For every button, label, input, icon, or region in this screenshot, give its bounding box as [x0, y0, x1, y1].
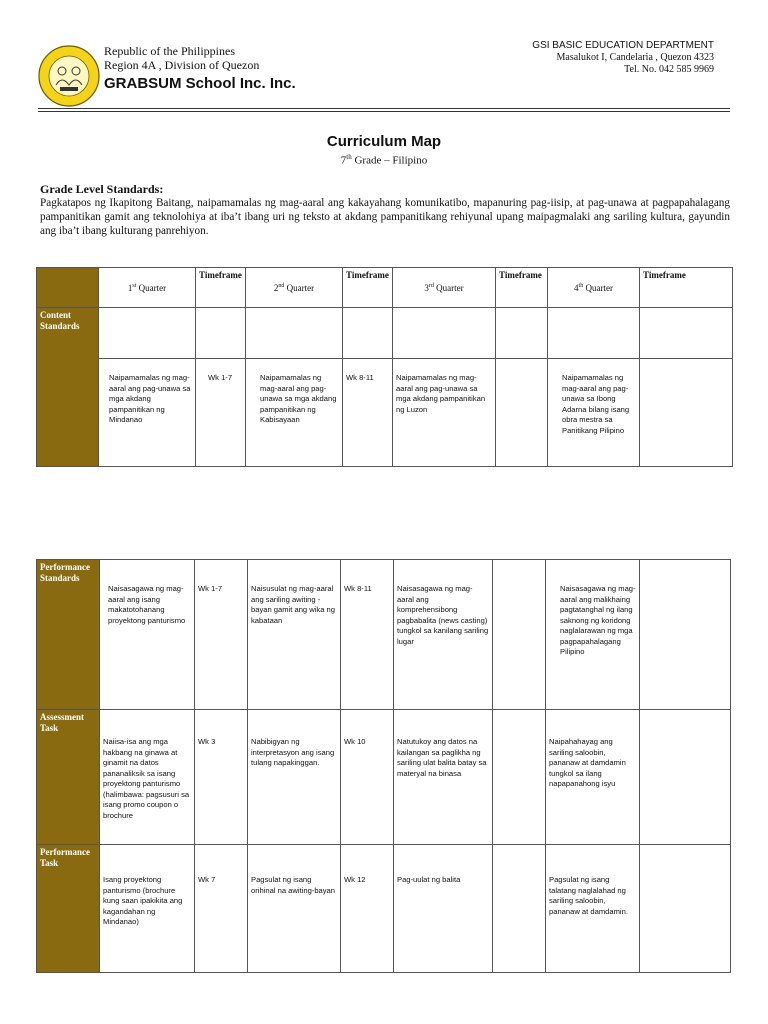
assessment-q3-cell: Natutukoy ang datos na kailangan sa paglikha ng sariling ulat balita batay sa materyal na binasa — [394, 710, 493, 845]
content-standards-blank-row — [37, 308, 733, 359]
header-q2: 2nd Quarter — [246, 268, 343, 308]
content-standards-label: Content Standards — [37, 308, 99, 467]
ptask-tf4-cell — [640, 845, 731, 973]
letterhead-right — [532, 40, 714, 76]
performance-task-label: Performance Task — [37, 845, 100, 973]
grade-level-standards-heading: Grade Level Standards: — [40, 182, 164, 196]
header-timeframe-1: Timeframe — [196, 268, 246, 308]
ptask-tf1-cell: Wk 7 — [195, 845, 248, 973]
header-q1: 1st Quarter — [99, 268, 196, 308]
table-header-row — [37, 268, 733, 308]
assessment-q1-cell: Naiisa-isa ang mga hakbang na ginawa at ginamit na datos pananaliksik sa isang proyektong panturismo (halimbawa: pagsusuri sa isang promo coupon o brochure — [100, 710, 195, 845]
performance-standards-row — [37, 560, 731, 710]
assessment-tf4-cell — [640, 710, 731, 845]
telephone-number: Tel. No. 042 585 9969 — [624, 64, 714, 75]
assessment-tf3-cell — [493, 710, 546, 845]
grade-subject: Grade – Filipino — [351, 154, 428, 167]
assessment-tf2-cell: Wk 10 — [341, 710, 394, 845]
grade-suffix: th — [346, 153, 352, 161]
school-seal-icon — [38, 45, 100, 107]
assessment-tf1-cell: Wk 3 — [195, 710, 248, 845]
content-tf2-cell: Wk 8-11 — [343, 359, 393, 467]
ptask-q1-cell: Isang proyektong panturismo (brochure kung saan ipakikita ang kagandahan ng Mindanao) — [100, 845, 195, 973]
performance-q4-cell: Naisasagawa ng mag-aaral ang malikhaing pagtatanghal ng ilang saknong ng koridong naglalarawan ng mga pagpapahalagang Pilipino — [546, 560, 640, 710]
region-line: Region 4A , Division of Quezon — [104, 58, 260, 72]
header-rule-thick — [38, 108, 730, 109]
ptask-q2-cell: Pagsulat ng isang orihinal na awiting-bayan — [248, 845, 341, 973]
ptask-q3-cell: Pag-uulat ng balita — [394, 845, 493, 973]
content-q2-cell: Naipamamalas ng mag-aaral ang pag-unawa sa mga akdang pampanitikan ng Kabisayaan — [246, 359, 343, 467]
performance-tf3-cell — [493, 560, 546, 710]
header-timeframe-4: Timeframe — [640, 268, 733, 308]
header-timeframe-3: Timeframe — [496, 268, 548, 308]
letterhead — [0, 0, 768, 120]
performance-task-row — [37, 845, 731, 973]
ptask-q4-cell: Pagsulat ng isang talatang naglalahad ng sariling saloobin, pananaw at damdamin. — [546, 845, 640, 973]
content-tf4-cell — [640, 359, 733, 467]
performance-q3-cell: Naisasagawa ng mag-aaral ang komprehensibong pagbabalita (news casting) tungkol sa kanilang sariling lugar — [394, 560, 493, 710]
header-corner-cell — [37, 268, 99, 308]
grade-level-standards-text: Pagkatapos ng Ikapitong Baitang, naipamamalas ng mag-aaral ang kakayahang komunikatibo, mapanuring pag-iisip, at pag-unawa at pagpapahalagang pampanitikan gamit ang teknolohiya at iba’t ibang uri ng teksto at akdang pampanitikang rehiyunal upang maipagmalaki ang sariling kultura, gayundin ang iba’t ibang kulturang panrehiyon. — [40, 197, 730, 237]
curriculum-table-bottom — [36, 559, 731, 973]
content-q3-cell: Naipamamalas ng mag-aaral ang pag-unawa sa mga akdang pampanitikan ng Luzon — [393, 359, 496, 467]
performance-q2-cell: Naisusulat ng mag-aaral ang sariling awiting - bayan gamit ang wika ng kabataan — [248, 560, 341, 710]
page-subtitle — [0, 153, 768, 167]
content-q4-cell: Naipamamalas ng mag-aaral ang pag-unawa sa Ibong Adarna bilang isang obra mestra sa Panitikang Pilipino — [548, 359, 640, 467]
school-name: GRABSUM School Inc. Inc. — [104, 75, 296, 92]
performance-tf1-cell: Wk 1-7 — [195, 560, 248, 710]
department-name: GSI BASIC EDUCATION DEPARTMENT — [532, 40, 714, 51]
performance-tf2-cell: Wk 8-11 — [341, 560, 394, 710]
school-address: Masalukot I, Candelaria , Quezon 4323 — [556, 52, 714, 63]
content-standards-row — [37, 359, 733, 467]
content-tf1-cell: Wk 1-7 — [196, 359, 246, 467]
content-q1-cell: Naipamamalas ng mag-aaral ang pag-unawa sa mga akdang pampanitikan ng Mindanao — [99, 359, 196, 467]
letterhead-left — [104, 44, 296, 94]
assessment-q4-cell: Naipahahayag ang sariling saloobin, pananaw at damdamin tungkol sa ilang napapanahong isyu — [546, 710, 640, 845]
performance-tf4-cell — [640, 560, 731, 710]
page-title: Curriculum Map — [326, 133, 442, 150]
assessment-task-row — [37, 710, 731, 845]
assessment-task-label: Assessment Task — [37, 710, 100, 845]
header-rule-thin — [38, 111, 730, 112]
content-tf3-cell — [496, 359, 548, 467]
republic-line: Republic of the Philippines — [104, 44, 235, 58]
header-timeframe-2: Timeframe — [343, 268, 393, 308]
header-q3: 3rd Quarter — [393, 268, 496, 308]
assessment-q2-cell: Nabibigyan ng interpretasyon ang isang tulang napakinggan. — [248, 710, 341, 845]
curriculum-table-top — [36, 267, 733, 467]
grade-number: 7 — [340, 154, 347, 167]
performance-q1-cell: Naisasagawa ng mag-aaral ang isang makatotohanang proyektong panturismo — [100, 560, 195, 710]
header-q4: 4th Quarter — [548, 268, 640, 308]
ptask-tf2-cell: Wk 12 — [341, 845, 394, 973]
performance-standards-label: Performance Standards — [37, 560, 100, 710]
ptask-tf3-cell — [493, 845, 546, 973]
